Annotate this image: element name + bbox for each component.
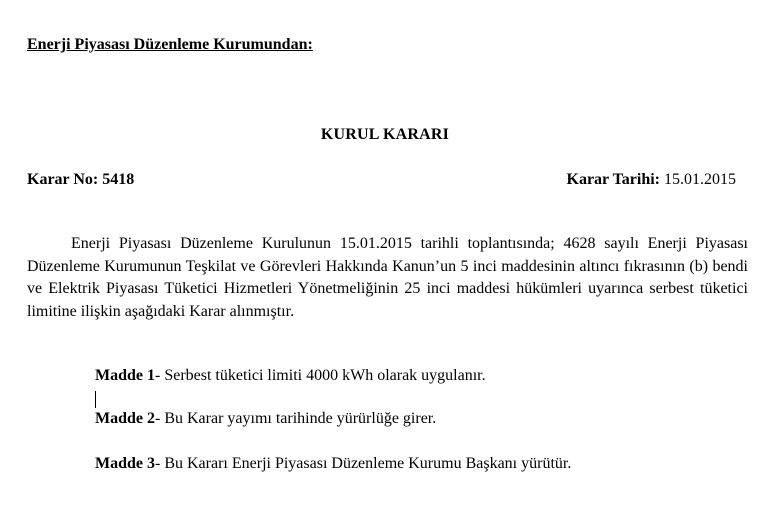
decision-number-value: 5418 <box>102 171 135 188</box>
article-3 <box>95 455 571 473</box>
decision-date-value: 15.01.2015 <box>664 171 736 188</box>
article-2-label: Madde 2 <box>95 410 155 427</box>
article-2-text: - Bu Karar yayımı tarihinde yürürlüğe girer. <box>155 410 437 427</box>
article-1 <box>95 367 486 385</box>
article-1-text: - Serbest tüketici limiti 4000 kWh olarak uygulanır. <box>155 367 486 384</box>
article-1-label: Madde 1 <box>95 367 155 384</box>
decision-date-label: Karar Tarihi: <box>566 171 660 188</box>
text-cursor <box>95 391 96 408</box>
decision-body-paragraph: Enerji Piyasası Düzenleme Kurulunun 15.01.2015 tarihli toplantısında; 4628 sayılı Enerji Piyasası Düzenleme Kurumunun Teşkilat ve Görevleri Hakkında Kanun’un 5 inci maddesinin altıncı fıkrasının (b) bendi ve Elektrik Piyasası Tüketici Hizmetleri Yönetmeliğinin 25 inci maddesi hükümleri uyarınca serbest tüketici limitine ilişkin aşağıdaki Karar alınmıştır. <box>27 235 748 320</box>
article-3-text: - Bu Kararı Enerji Piyasası Düzenleme Kurumu Başkanı yürütür. <box>155 455 572 472</box>
decision-title: KURUL KARARI <box>320 126 450 143</box>
decision-number <box>27 171 134 189</box>
article-3-label: Madde 3 <box>95 455 155 472</box>
decision-date <box>567 171 737 189</box>
decision-number-label: Karar No: <box>27 171 99 188</box>
article-2 <box>95 410 436 428</box>
institution-heading: Enerji Piyasası Düzenleme Kurumundan: <box>27 36 313 53</box>
